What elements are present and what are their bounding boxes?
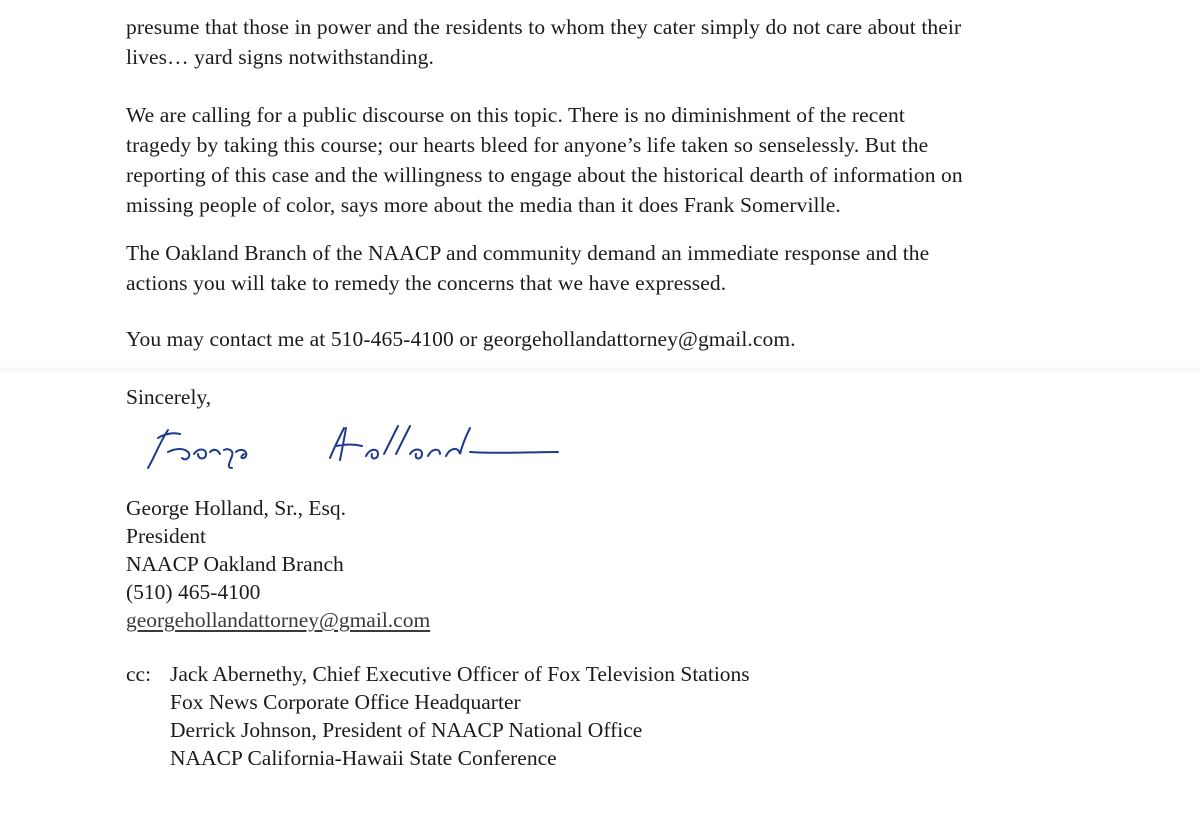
closing: Sincerely, xyxy=(126,385,212,409)
handwritten-signature xyxy=(140,418,560,478)
cc-recipient: NAACP California-Hawaii State Conference xyxy=(170,746,557,770)
cc-recipient-list xyxy=(170,660,750,772)
signer-name: George Holland, Sr., Esq. xyxy=(126,496,346,520)
signer-phone: (510) 465-4100 xyxy=(126,580,261,604)
paragraph-line: reporting of this case and the willingness to engage about the historical dearth of information on xyxy=(126,163,963,187)
signature-stroke xyxy=(330,426,558,460)
paragraph-public-discourse xyxy=(126,100,963,220)
paragraph-demand xyxy=(126,238,929,298)
paragraph-line: tragedy by taking this course; our hearts bleed for anyone’s life taken so senselessly. But the xyxy=(126,133,929,157)
cc-recipient: Derrick Johnson, President of NAACP National Office xyxy=(170,718,643,742)
paragraph-line: We are calling for a public discourse on this topic. There is no diminishment of the recent xyxy=(126,103,905,127)
paragraph-line: The Oakland Branch of the NAACP and community demand an immediate response and the xyxy=(126,241,930,265)
paragraph-line: lives… yard signs notwithstanding. xyxy=(126,45,434,69)
signature-stroke xyxy=(148,430,246,468)
scan-artifact xyxy=(0,366,1200,374)
signer-organization: NAACP Oakland Branch xyxy=(126,552,344,576)
paragraph-lives xyxy=(126,12,961,72)
paragraph-contact xyxy=(126,324,796,354)
signature-block xyxy=(126,494,430,634)
cc-label: cc: xyxy=(126,662,152,686)
paragraph-line: You may contact me at 510-465-4100 or georgehollandattorney@gmail.com. xyxy=(126,327,796,351)
signer-title: President xyxy=(126,524,207,548)
cc-recipient: Jack Abernethy, Chief Executive Officer of Fox Television Stations xyxy=(170,662,750,686)
cc-block xyxy=(126,660,750,772)
signer-email-link[interactable]: georgehollandattorney@gmail.com xyxy=(126,608,431,632)
cc-recipient: Fox News Corporate Office Headquarter xyxy=(170,690,521,714)
paragraph-line: actions you will take to remedy the concerns that we have expressed. xyxy=(126,271,727,295)
paragraph-line: presume that those in power and the residents to whom they cater simply do not care about their xyxy=(126,15,962,39)
paragraph-line: missing people of color, says more about the media than it does Frank Somerville. xyxy=(126,193,841,217)
